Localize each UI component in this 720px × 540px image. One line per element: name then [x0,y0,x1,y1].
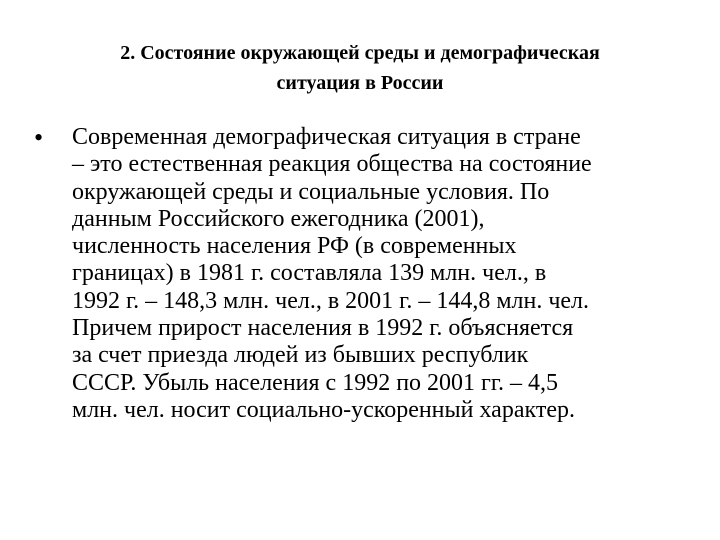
bullet-line-6: границах) в 1981 г. составляла 139 млн. чел., в [72,260,547,287]
bullet-line-2: – это естественная реакция общества на состояние [72,151,592,178]
bullet-line-8: Причем прирост населения в 1992 г. объясняется [72,315,574,342]
bullet-line-3: окружающей среды и социальные условия. По [72,178,550,205]
bullet-marker-icon: • [34,123,44,152]
slide-title [40,38,680,98]
bullet-line-10: СССР. Убыль населения с 1992 по 2001 гг. – 4,5 [72,369,559,396]
bullet-line-7: 1992 г. – 148,3 млн. чел., в 2001 г. – 144,8 млн. чел. [72,287,590,314]
slide-title-line-2: ситуация в России [276,72,444,94]
bullet-text [72,124,694,424]
slide-title-line-1: 2. Состояние окружающей среды и демографическая [120,42,600,64]
bullet-line-9: за счет приезда людей из бывших республик [72,342,529,369]
bullet-line-1: Современная демографическая ситуация в стране [72,124,581,150]
bullet-line-4: данным Российского ежегодника (2001), [72,205,485,232]
bullet-line-5: численность населения РФ (в современных [72,233,517,260]
bullet-line-11: млн. чел. носит социально-ускоренный характер. [72,396,575,423]
